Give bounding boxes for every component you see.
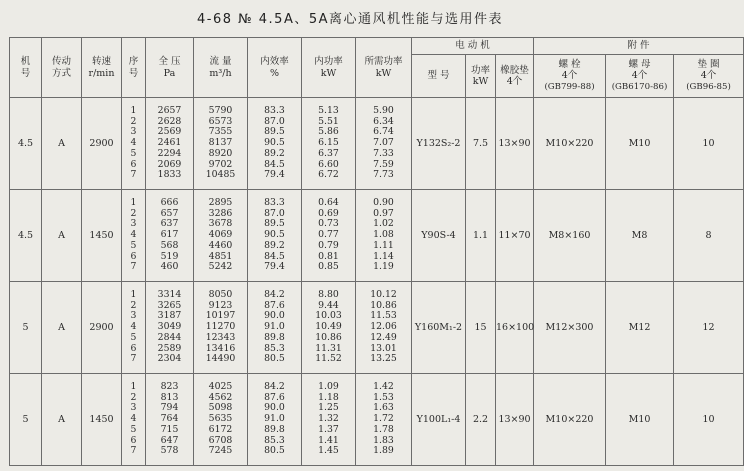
header-accessory-group: 附 件 xyxy=(534,38,744,55)
cell-value: 2844 xyxy=(157,331,182,343)
cell-value: 7.07 xyxy=(373,137,394,149)
cell-neigonglv xyxy=(302,282,356,374)
cell-value: 79.4 xyxy=(264,169,285,181)
cell-value: 6.72 xyxy=(318,169,339,181)
cell-value: 8137 xyxy=(208,137,233,149)
cell-value: 91.0 xyxy=(264,413,285,425)
cell-value: 3187 xyxy=(157,310,182,322)
cell-motor: Y160M₁-2 xyxy=(412,282,466,374)
cell-value: 6 xyxy=(130,434,137,446)
cell-jihao: 5 xyxy=(10,282,42,374)
cell-value: 6573 xyxy=(208,115,233,127)
cell-value: 6 xyxy=(130,250,137,262)
cell-value: 3 xyxy=(130,126,137,138)
cell-value: 2294 xyxy=(157,147,182,159)
cell-value: 2461 xyxy=(157,137,182,149)
cell-value: 0.69 xyxy=(318,207,339,219)
header-chuandong: 传动 方式 xyxy=(42,38,82,98)
cell-neigonglv xyxy=(302,98,356,190)
cell-value: 79.4 xyxy=(264,261,285,273)
cell-value: 6.37 xyxy=(318,147,339,159)
cell-value: 6.34 xyxy=(373,115,394,127)
cell-value: 1 xyxy=(130,196,137,208)
cell-value: 10197 xyxy=(205,310,236,322)
cell-zhuansu: 1450 xyxy=(82,190,122,282)
cell-value: 823 xyxy=(160,380,179,392)
cell-value: 89.5 xyxy=(264,126,285,138)
cell-value: 2628 xyxy=(157,115,182,127)
cell-value: 1.32 xyxy=(318,413,339,425)
cell-value: 1.42 xyxy=(373,380,394,392)
cell-value: 1.14 xyxy=(373,250,394,262)
cell-bolt: M8×160 xyxy=(534,190,606,282)
cell-value: 13416 xyxy=(205,342,236,354)
cell-washer: 10 xyxy=(674,374,744,466)
cell-neigonglv xyxy=(302,190,356,282)
cell-value: 90.0 xyxy=(264,402,285,414)
cell-quanya xyxy=(146,190,194,282)
cell-value: 87.0 xyxy=(264,207,285,219)
header-luoshuan: 螺 栓 4个 (GB799-88) xyxy=(534,55,606,98)
cell-value: 84.5 xyxy=(264,158,285,170)
cell-value: 4562 xyxy=(208,391,233,403)
cell-value: 1.25 xyxy=(318,402,339,414)
cell-value: 12343 xyxy=(205,331,236,343)
cell-value: 2 xyxy=(130,207,137,219)
cell-value: 764 xyxy=(160,413,179,425)
header-jihao: 机 号 xyxy=(10,38,42,98)
cell-value: 11.53 xyxy=(370,310,397,322)
cell-value: 9123 xyxy=(208,299,233,311)
cell-value: 80.5 xyxy=(264,353,285,365)
cell-value: 12.06 xyxy=(370,321,397,333)
cell-value: 4 xyxy=(130,321,137,333)
cell-value: 0.81 xyxy=(318,250,339,262)
cell-value: 89.8 xyxy=(264,423,285,435)
cell-quanya xyxy=(146,98,194,190)
cell-chuandong: A xyxy=(42,190,82,282)
cell-value: 87.6 xyxy=(264,299,285,311)
cell-pad: 13×90 xyxy=(496,374,534,466)
cell-value: 85.3 xyxy=(264,342,285,354)
cell-value: 2069 xyxy=(157,158,182,170)
header-liuliang: 流 量 m³/h xyxy=(194,38,248,98)
cell-value: 9.44 xyxy=(318,299,339,311)
cell-value: 3 xyxy=(130,402,137,414)
cell-value: 6.74 xyxy=(373,126,394,138)
cell-motor: Y132S₂-2 xyxy=(412,98,466,190)
cell-value: 1.45 xyxy=(318,445,339,457)
cell-xuhao xyxy=(122,98,146,190)
cell-value: 6708 xyxy=(208,434,233,446)
cell-value: 1.72 xyxy=(373,413,394,425)
table-body xyxy=(10,98,744,466)
cell-value: 4025 xyxy=(208,380,233,392)
header-xinghao: 型 号 xyxy=(412,55,466,98)
cell-jihao: 5 xyxy=(10,374,42,466)
cell-zhuansu: 2900 xyxy=(82,282,122,374)
cell-value: 10.03 xyxy=(315,310,342,322)
cell-value: 3678 xyxy=(208,218,233,230)
cell-value: 11.31 xyxy=(315,342,342,354)
header-suoxu: 所需功率 kW xyxy=(356,38,412,98)
cell-pad: 16×100 xyxy=(496,282,534,374)
cell-value: 2657 xyxy=(157,104,182,116)
cell-neixiaolv xyxy=(248,282,302,374)
cell-value: 7 xyxy=(130,169,137,181)
cell-value: 4851 xyxy=(208,250,233,262)
cell-nut: M12 xyxy=(606,282,674,374)
cell-value: 4 xyxy=(130,413,137,425)
cell-value: 89.8 xyxy=(264,331,285,343)
cell-suoxu xyxy=(356,98,412,190)
cell-washer: 10 xyxy=(674,98,744,190)
cell-value: 657 xyxy=(160,207,179,219)
cell-value: 3049 xyxy=(157,321,182,333)
cell-suoxu xyxy=(356,282,412,374)
cell-value: 1.11 xyxy=(373,239,394,251)
cell-xuhao xyxy=(122,374,146,466)
cell-value: 6.60 xyxy=(318,158,339,170)
cell-value: 3 xyxy=(130,310,137,322)
cell-value: 89.2 xyxy=(264,147,285,159)
cell-value: 2 xyxy=(130,391,137,403)
header-quanya: 全 压 Pa xyxy=(146,38,194,98)
cell-value: 1.09 xyxy=(318,380,339,392)
cell-xuhao xyxy=(122,282,146,374)
cell-bolt: M12×300 xyxy=(534,282,606,374)
cell-value: 715 xyxy=(160,423,179,435)
cell-value: 5242 xyxy=(208,261,233,273)
cell-value: 11270 xyxy=(205,321,236,333)
cell-value: 5.86 xyxy=(318,126,339,138)
cell-value: 10485 xyxy=(205,169,236,181)
cell-value: 7 xyxy=(130,445,137,457)
cell-value: 4460 xyxy=(208,239,233,251)
cell-value: 3265 xyxy=(157,299,182,311)
cell-nut: M10 xyxy=(606,98,674,190)
cell-value: 1.41 xyxy=(318,434,339,446)
table-row xyxy=(10,98,744,190)
page-title: 4-68 № 4.5A、5A离心通风机性能与选用件表 xyxy=(196,12,504,27)
cell-power: 7.5 xyxy=(466,98,496,190)
cell-value: 1.18 xyxy=(318,391,339,403)
table-row xyxy=(10,282,744,374)
cell-value: 11.52 xyxy=(315,353,342,365)
cell-value: 813 xyxy=(160,391,179,403)
cell-value: 8.80 xyxy=(318,288,339,300)
cell-power: 1.1 xyxy=(466,190,496,282)
cell-power: 2.2 xyxy=(466,374,496,466)
cell-value: 5 xyxy=(130,147,137,159)
cell-value: 0.64 xyxy=(318,196,339,208)
cell-value: 5 xyxy=(130,239,137,251)
cell-value: 5 xyxy=(130,331,137,343)
cell-zhuansu: 2900 xyxy=(82,98,122,190)
cell-value: 1 xyxy=(130,288,137,300)
cell-liuliang xyxy=(194,374,248,466)
header-xuhao: 序 号 xyxy=(122,38,146,98)
cell-value: 5.13 xyxy=(318,104,339,116)
cell-value: 1.02 xyxy=(373,218,394,230)
cell-value: 87.6 xyxy=(264,391,285,403)
cell-value: 6.15 xyxy=(318,137,339,149)
cell-value: 1.08 xyxy=(373,229,394,241)
cell-value: 5098 xyxy=(208,402,233,414)
cell-value: 10.49 xyxy=(315,321,342,333)
cell-value: 4 xyxy=(130,229,137,241)
cell-value: 5.51 xyxy=(318,115,339,127)
cell-value: 7355 xyxy=(208,126,233,138)
cell-value: 1.19 xyxy=(373,261,394,273)
table-header xyxy=(10,38,744,98)
cell-value: 637 xyxy=(160,218,179,230)
cell-liuliang xyxy=(194,190,248,282)
cell-value: 4 xyxy=(130,137,137,149)
cell-value: 4069 xyxy=(208,229,233,241)
cell-value: 89.5 xyxy=(264,218,285,230)
cell-value: 1.63 xyxy=(373,402,394,414)
cell-value: 8050 xyxy=(208,288,233,300)
cell-value: 568 xyxy=(160,239,179,251)
cell-pad: 13×90 xyxy=(496,98,534,190)
cell-chuandong: A xyxy=(42,98,82,190)
cell-value: 647 xyxy=(160,434,179,446)
cell-value: 10.12 xyxy=(370,288,397,300)
cell-liuliang xyxy=(194,282,248,374)
cell-motor: Y90S-4 xyxy=(412,190,466,282)
cell-value: 7245 xyxy=(208,445,233,457)
cell-value: 13.01 xyxy=(370,342,397,354)
cell-value: 10.86 xyxy=(315,331,342,343)
cell-value: 0.90 xyxy=(373,196,394,208)
cell-value: 3286 xyxy=(208,207,233,219)
cell-value: 0.77 xyxy=(318,229,339,241)
cell-quanya xyxy=(146,374,194,466)
cell-value: 90.5 xyxy=(264,229,285,241)
cell-value: 1.37 xyxy=(318,423,339,435)
cell-value: 666 xyxy=(160,196,179,208)
cell-value: 1.53 xyxy=(373,391,394,403)
cell-bolt: M10×220 xyxy=(534,98,606,190)
cell-bolt: M10×220 xyxy=(534,374,606,466)
cell-value: 84.5 xyxy=(264,250,285,262)
cell-value: 1833 xyxy=(157,169,182,181)
cell-value: 84.2 xyxy=(264,288,285,300)
cell-value: 1.78 xyxy=(373,423,394,435)
cell-value: 519 xyxy=(160,250,179,262)
cell-value: 14490 xyxy=(205,353,236,365)
cell-xuhao xyxy=(122,190,146,282)
table-row xyxy=(10,374,744,466)
cell-pad: 11×70 xyxy=(496,190,534,282)
cell-suoxu xyxy=(356,190,412,282)
header-xiangjiaodian: 橡胶垫 4个 xyxy=(496,55,534,98)
cell-washer: 8 xyxy=(674,190,744,282)
cell-value: 87.0 xyxy=(264,115,285,127)
cell-nut: M8 xyxy=(606,190,674,282)
cell-value: 0.97 xyxy=(373,207,394,219)
cell-value: 6 xyxy=(130,158,137,170)
header-neixiaolv: 内效率 % xyxy=(248,38,302,98)
cell-value: 3 xyxy=(130,218,137,230)
header-neigonglv: 内功率 kW xyxy=(302,38,356,98)
cell-value: 89.2 xyxy=(264,239,285,251)
cell-chuandong: A xyxy=(42,374,82,466)
cell-value: 578 xyxy=(160,445,179,457)
cell-value: 0.79 xyxy=(318,239,339,251)
cell-value: 6172 xyxy=(208,423,233,435)
cell-value: 617 xyxy=(160,229,179,241)
header-motor-group: 电 动 机 xyxy=(412,38,534,55)
cell-value: 83.3 xyxy=(264,104,285,116)
cell-value: 0.73 xyxy=(318,218,339,230)
cell-value: 7 xyxy=(130,353,137,365)
table-row xyxy=(10,190,744,282)
cell-value: 5.90 xyxy=(373,104,394,116)
cell-neixiaolv xyxy=(248,190,302,282)
cell-value: 9702 xyxy=(208,158,233,170)
performance-table xyxy=(9,37,744,466)
cell-jihao: 4.5 xyxy=(10,98,42,190)
cell-value: 7.73 xyxy=(373,169,394,181)
cell-chuandong: A xyxy=(42,282,82,374)
cell-value: 0.85 xyxy=(318,261,339,273)
cell-neixiaolv xyxy=(248,374,302,466)
cell-value: 7.33 xyxy=(373,147,394,159)
cell-value: 2 xyxy=(130,299,137,311)
cell-jihao: 4.5 xyxy=(10,190,42,282)
header-zhuansu: 转速 r/min xyxy=(82,38,122,98)
cell-value: 2569 xyxy=(157,126,182,138)
cell-value: 5790 xyxy=(208,104,233,116)
cell-suoxu xyxy=(356,374,412,466)
cell-value: 3314 xyxy=(157,288,182,300)
cell-value: 83.3 xyxy=(264,196,285,208)
cell-value: 80.5 xyxy=(264,445,285,457)
cell-value: 7 xyxy=(130,261,137,273)
cell-value: 85.3 xyxy=(264,434,285,446)
cell-value: 8920 xyxy=(208,147,233,159)
header-luomu: 螺 母 4个 (GB6170-86) xyxy=(606,55,674,98)
cell-motor: Y100L₁-4 xyxy=(412,374,466,466)
cell-value: 13.25 xyxy=(370,353,397,365)
cell-quanya xyxy=(146,282,194,374)
cell-value: 2 xyxy=(130,115,137,127)
cell-zhuansu: 1450 xyxy=(82,374,122,466)
cell-value: 460 xyxy=(160,261,179,273)
cell-value: 1 xyxy=(130,380,137,392)
cell-value: 84.2 xyxy=(264,380,285,392)
header-dianquan: 垫 圈 4个 (GB96-85) xyxy=(674,55,744,98)
cell-neigonglv xyxy=(302,374,356,466)
cell-value: 1.89 xyxy=(373,445,394,457)
cell-value: 12.49 xyxy=(370,331,397,343)
cell-neixiaolv xyxy=(248,98,302,190)
cell-value: 2589 xyxy=(157,342,182,354)
cell-value: 91.0 xyxy=(264,321,285,333)
cell-value: 2304 xyxy=(157,353,182,365)
cell-value: 90.5 xyxy=(264,137,285,149)
cell-nut: M10 xyxy=(606,374,674,466)
cell-value: 7.59 xyxy=(373,158,394,170)
cell-washer: 12 xyxy=(674,282,744,374)
cell-value: 90.0 xyxy=(264,310,285,322)
cell-value: 2895 xyxy=(208,196,233,208)
cell-value: 5635 xyxy=(208,413,233,425)
cell-liuliang xyxy=(194,98,248,190)
cell-value: 1.83 xyxy=(373,434,394,446)
cell-value: 10.86 xyxy=(370,299,397,311)
header-gonglv: 功率 kW xyxy=(466,55,496,98)
cell-value: 5 xyxy=(130,423,137,435)
cell-power: 15 xyxy=(466,282,496,374)
cell-value: 1 xyxy=(130,104,137,116)
cell-value: 6 xyxy=(130,342,137,354)
cell-value: 794 xyxy=(160,402,179,414)
